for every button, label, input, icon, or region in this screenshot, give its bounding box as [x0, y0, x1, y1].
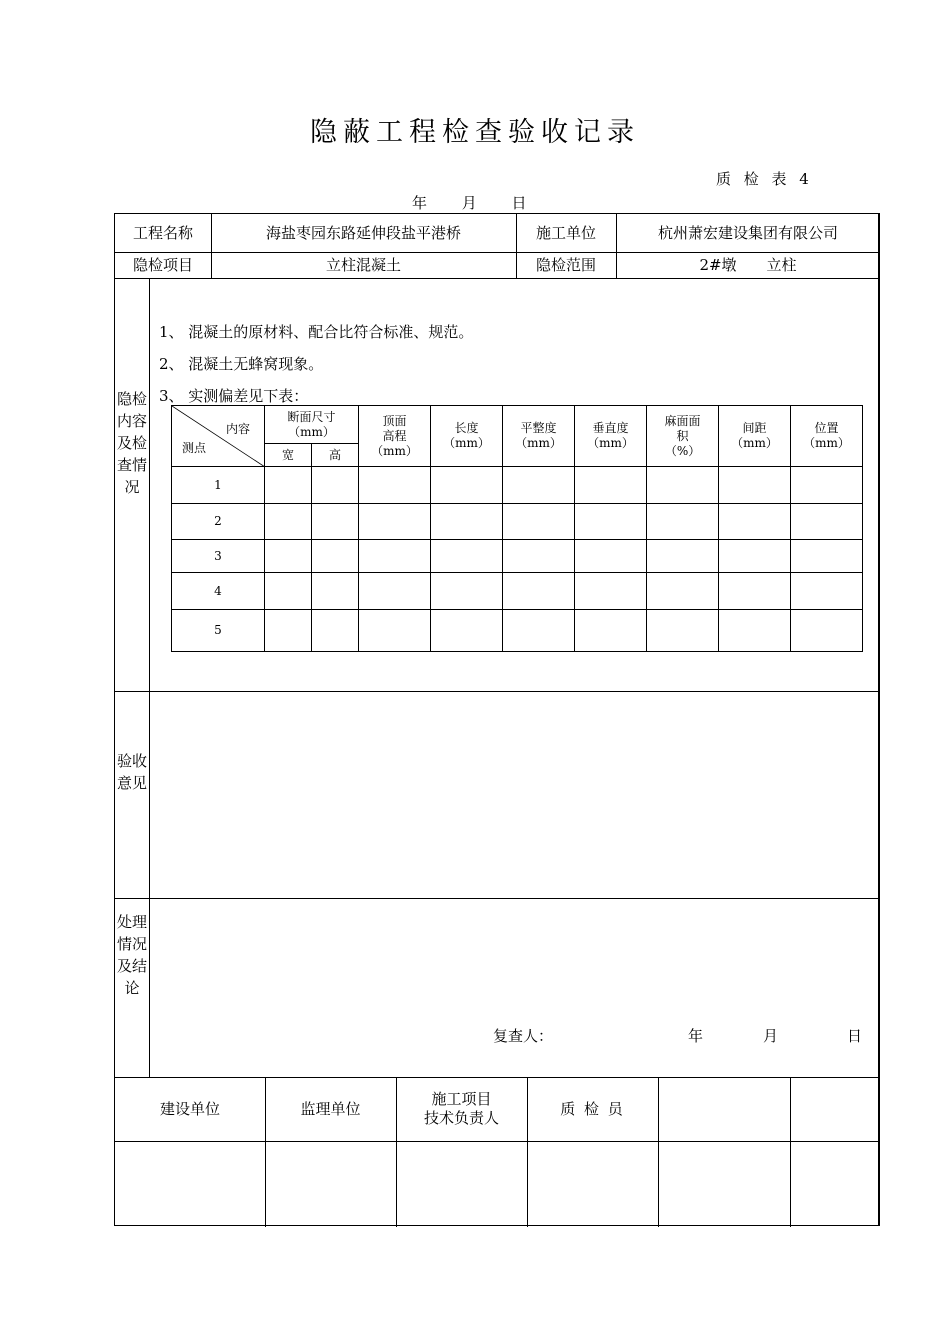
flatness-l1: 平整度 — [520, 421, 557, 435]
section-size-header — [265, 406, 359, 444]
acceptance-side-label: 验收意见 — [116, 752, 147, 792]
position-header — [791, 406, 863, 467]
height-header: 高 — [312, 444, 359, 467]
flatness-header — [503, 406, 575, 467]
top-elevation-header — [359, 406, 431, 467]
corner-point-label: 测点 — [182, 441, 207, 455]
top-elev-l3: （mm） — [371, 443, 418, 458]
reviewer-label: 复查人： — [493, 1027, 554, 1045]
table-row — [172, 540, 863, 573]
measurement-table — [171, 405, 863, 652]
inspection-line-3: 3、 实测偏差见下表： — [159, 387, 309, 405]
table-row — [172, 573, 863, 610]
top-elev-l2: 高程 — [382, 428, 407, 443]
spacing-l2: （mm） — [731, 436, 778, 450]
corner-header — [172, 406, 265, 467]
contractor-label: 施工单位 — [535, 223, 596, 242]
length-header — [431, 406, 503, 467]
verticality-header — [575, 406, 647, 467]
form-number: 质 检 表 4 — [716, 170, 813, 188]
date-header: 年 月 日 — [412, 194, 527, 212]
inspection-item-label: 隐检项目 — [132, 255, 193, 274]
inspection-item-value: 立柱混凝土 — [325, 255, 401, 274]
corner-content-label: 内容 — [225, 422, 250, 436]
table-row — [172, 504, 863, 540]
length-l1: 长度 — [454, 421, 479, 435]
project-name-value: 海盐枣园东路延伸段盐平港桥 — [265, 223, 461, 242]
review-month: 月 — [763, 1027, 779, 1045]
project-name-label: 工程名称 — [132, 223, 193, 242]
pitted-l1: 麻面面 — [664, 413, 701, 428]
contractor-value: 杭州萧宏建设集团有限公司 — [657, 223, 838, 242]
length-l2: （mm） — [443, 436, 490, 450]
page-title: 隐蔽工程检查验收记录 — [310, 117, 640, 148]
signoff-tech-lead-line2: 技术负责人 — [423, 1109, 499, 1127]
section-size-title: 断面尺寸 — [287, 409, 336, 424]
inspection-scope-value: 2#墩 立柱 — [699, 255, 797, 274]
inspection-scope-label: 隐检范围 — [535, 255, 596, 274]
corner-diagonal — [172, 406, 265, 467]
flatness-l2: （mm） — [515, 436, 562, 450]
top-elev-l1: 顶面 — [382, 413, 407, 428]
inspection-line-1: 1、 混凝土的原材料、配合比符合标准、规范。 — [159, 323, 474, 341]
row-point: 1 — [172, 467, 265, 504]
handling-side-label: 处理情况及结论 — [116, 913, 147, 997]
review-day: 日 — [847, 1027, 863, 1045]
pitted-area-header — [647, 406, 719, 467]
row-point: 2 — [172, 504, 265, 540]
signoff-owner: 建设单位 — [159, 1099, 220, 1118]
section-size-unit: （mm） — [288, 424, 335, 439]
inspection-line-2: 2、 混凝土无蜂窝现象。 — [159, 355, 324, 373]
signoff-tech-lead — [396, 1077, 527, 1141]
signoff-tech-lead-line1: 施工项目 — [431, 1090, 492, 1109]
row-point: 5 — [172, 610, 265, 652]
position-l2: （mm） — [803, 436, 850, 450]
position-l1: 位置 — [814, 421, 839, 435]
table-row — [172, 610, 863, 652]
vertical-l1: 垂直度 — [592, 421, 629, 435]
spacing-l1: 间距 — [742, 421, 767, 435]
table-row — [172, 467, 863, 504]
row-point: 3 — [172, 540, 265, 573]
inspection-side-label: 隐检内容及检查情况 — [116, 390, 147, 496]
row-point: 4 — [172, 573, 265, 610]
spacing-header — [719, 406, 791, 467]
pitted-l2: 积 — [676, 428, 689, 443]
pitted-l3: （%） — [664, 443, 701, 458]
signoff-inspector: 质 检 员 — [560, 1099, 625, 1118]
vertical-l2: （mm） — [587, 436, 634, 450]
record-form — [114, 213, 880, 1226]
width-header: 宽 — [265, 444, 312, 467]
review-year: 年 — [688, 1027, 704, 1045]
signoff-supervisor: 监理单位 — [300, 1099, 361, 1118]
